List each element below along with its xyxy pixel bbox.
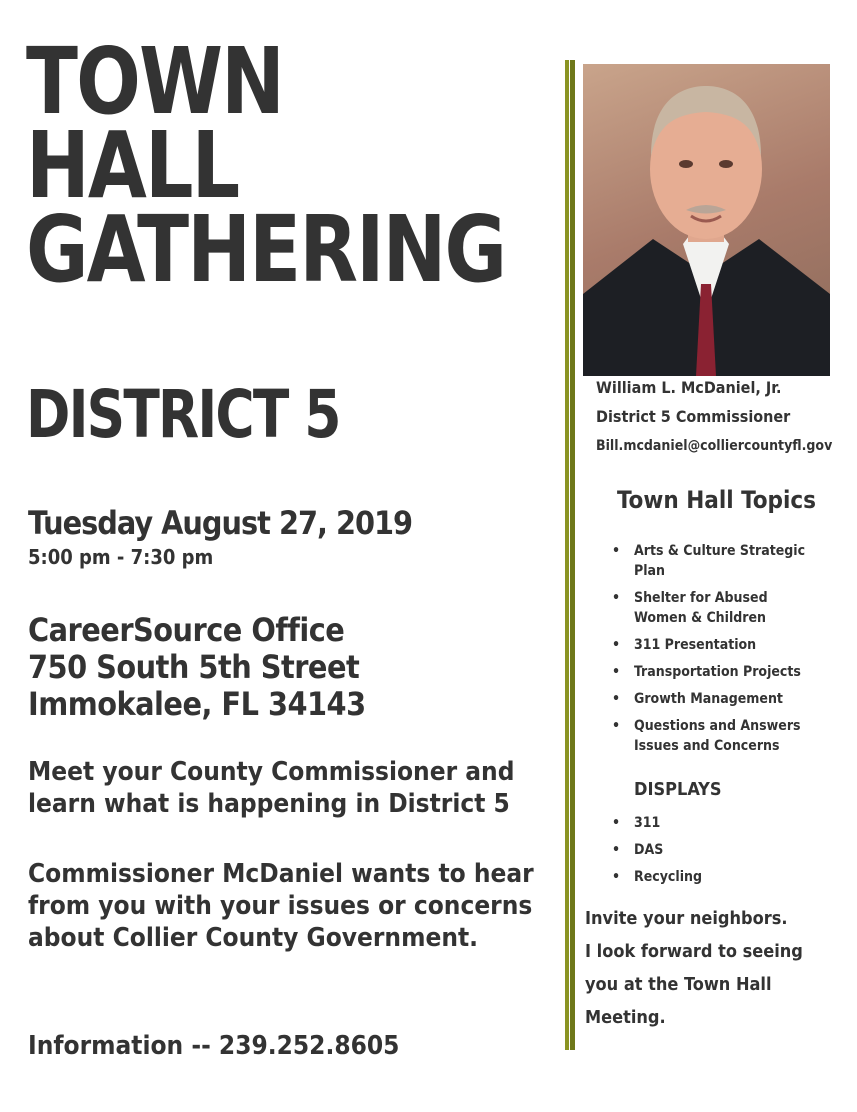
topic-item: • 311 Presentation: [612, 635, 824, 655]
event-venue: [28, 612, 366, 723]
closing-message: [585, 902, 803, 1034]
topic-item: • Questions and Answers Issues and Concerns: [612, 716, 824, 756]
closing-line-1: Invite your neighbors.: [585, 908, 788, 929]
closing-line-2: I look forward to seeing: [585, 941, 803, 962]
event-time: 5:00 pm - 7:30 pm: [28, 545, 214, 569]
information-phone: Information -- 239.252.8605: [28, 1031, 400, 1061]
topics-list: [612, 541, 824, 763]
commissioner-role: District 5 Commissioner: [596, 407, 791, 426]
display-item: • DAS: [612, 840, 824, 860]
closing-line-4: Meeting.: [585, 1007, 666, 1028]
displays-list: [612, 813, 824, 894]
meet-line-1: Meet your County Commissioner and: [28, 757, 515, 787]
district-heading: DISTRICT 5: [26, 376, 340, 453]
display-item: • 311: [612, 813, 824, 833]
event-date: Tuesday August 27, 2019: [28, 504, 413, 542]
meet-line-2: learn what is happening in District 5: [28, 789, 510, 819]
display-item: • Recycling: [612, 867, 824, 887]
title-line-1: TOWN: [26, 28, 284, 135]
topic-item: • Shelter for Abused Women & Children: [612, 588, 824, 628]
topic-item: • Arts & Culture Strategic Plan: [612, 541, 824, 581]
commissioner-name: William L. McDaniel, Jr.: [596, 378, 782, 397]
commissioner-email: Bill.mcdaniel@colliercountyfl.gov: [596, 438, 833, 454]
topic-item: • Transportation Projects: [612, 662, 824, 682]
venue-street: 750 South 5th Street: [28, 648, 360, 686]
commissioner-photo: [583, 64, 830, 376]
hear-line-1: Commissioner McDaniel wants to hear: [28, 859, 534, 889]
vertical-divider: [565, 60, 569, 1050]
title-line-3: GATHERING: [26, 196, 506, 303]
venue-city: Immokalee, FL 34143: [28, 685, 366, 723]
vertical-divider-shade: [570, 60, 575, 1050]
title-line-2: HALL: [26, 112, 239, 219]
hear-line-2: from you with your issues or concerns: [28, 891, 533, 921]
event-title: [26, 28, 547, 303]
meet-statement: [28, 756, 548, 820]
closing-line-3: you at the Town Hall: [585, 974, 772, 995]
displays-heading: DISPLAYS: [634, 779, 722, 800]
topics-heading: Town Hall Topics: [617, 486, 817, 514]
hear-line-3: about Collier County Government.: [28, 923, 479, 953]
topic-item: • Growth Management: [612, 689, 824, 709]
hear-statement: [28, 858, 548, 954]
venue-name: CareerSource Office: [28, 611, 345, 649]
